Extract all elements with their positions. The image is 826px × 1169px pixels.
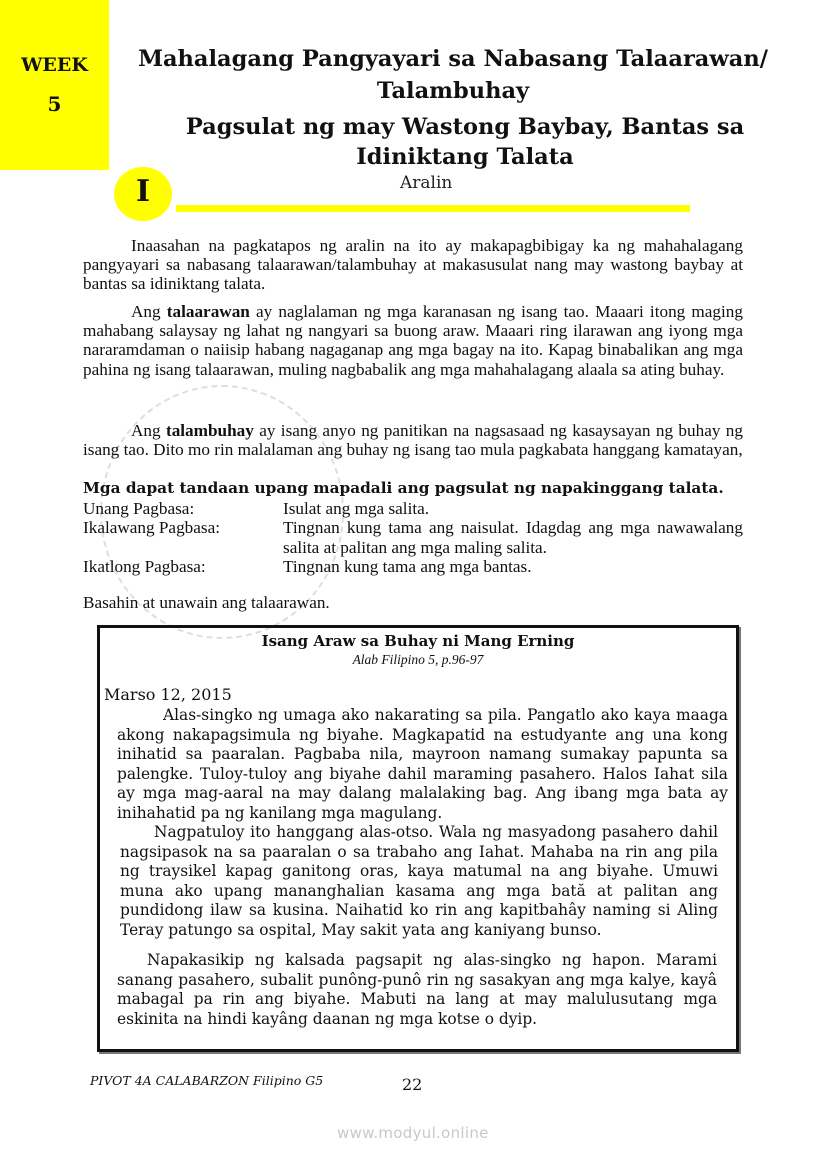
step-text: Tingnan kung tama ang naisulat. Idagdag ang mga nawawalang salita at palitan ang mga maling salita. [283,518,743,557]
step-label: Unang Pagbasa: [83,499,195,518]
term-talaarawan: talaarawan [166,302,250,321]
section-label: Aralin [400,173,453,193]
story-paragraph: Nagpatuloy ito hanggang alas-otso. Wala ng masyadong pasahero dahil nagsipasok na sa paaralan o sa trabaho ang Iahat. Mahaba na rin ang pila ng traysikel kapag ganitong oras, kaya matumal na ang biyahe. Umuwi muna ako upang mananghalian kasama ang mga bată at palitan ang pundidong ilaw sa kusina. Naihatid ko rin ang kapitbahây naming si Aling Teray patungo sa ospital, May sakit yata ang kaniyang bunso. [120,823,718,939]
page-number: 22 [402,1075,423,1094]
story-title: Isang Araw sa Buhay ni Mang Erning [261,632,575,650]
reading-steps-list [83,499,743,576]
term-talambuhay: talambuhay [165,421,254,440]
watermark-url: www.modyul.online [337,1124,489,1142]
section-letter: I [135,174,151,209]
lesson-subtitle-line2: Idiniktang Talata [356,144,574,170]
story-source: Alab Filipino 5, p.96-97 [352,652,484,667]
lesson-title-line1: Mahalagang Pangyayari sa Nabasang Talaarawan/ [138,46,768,72]
step-text: Isulat ang mga salita. [283,499,430,518]
step-label: Ikatlong Pagbasa: [83,556,206,576]
reading-step [83,557,743,576]
tips-heading: Mga dapat tandaan upang mapadali ang pagsulat ng napakinggang talata. [83,479,724,497]
week-number: 5 [47,92,62,116]
reading-instruction: Basahin at unawain ang talaarawan. [83,593,330,612]
week-label: WEEK [21,54,88,76]
diary-date: Marso 12, 2015 [104,685,232,704]
talambuhay-definition: Ang talambuhay ay isang anyo ng panitikan na nagsasaad ng kasaysayan ng buhay ng isang tao. Dito mo rin malalaman ang buhay ng isang tao mula pagkabata hanggang kamatayan, [83,421,743,460]
story-paragraph: Alas-singko ng umaga ako nakarating sa pila. Pangatlo ako kaya maaga akong nakapagsimula ng biyahe. Magkapatid na estudyante ang una kong inihatid sa paaralan. Pagbaba nila, mayroon namang sumakay papunta sa palengke. Tuloy-tuloy ang biyahe dahil maraming pasahero. Halos Iahat sila ay mga mag-aaral na may dalang malalaking bag. Ang ibang mga bata ay inihahatid pa ng kanilang mga magulang. [117,706,728,822]
intro-text: Inaasahan na pagkatapos ng aralin na ito ay makapagbibigay ka ng mahahalagang pangyayari sa nabasang talaarawan/talambuhay at makasusulat nang may wastong baybay at bantas sa idiniktang talata. [83,236,743,294]
intro-paragraph [83,236,743,294]
step-text: Tingnan kung tama ang mga bantas. [283,556,532,576]
talaarawan-definition: Ang talaarawan ay naglalaman ng mga karanasan ng isang tao. Maaari itong maging mahabang salaysay ng lahat ng nangyari sa buong araw. Maaari ring ilarawan ang iyong mga nararamdaman o naiisip habang nagaganap ang mga bagay na ito. Kapag binabalikan ang mga pahina ng isang talaarawan, muling nagbabalik ang mga mahahalagang alaala sa ating buhay. [83,302,743,379]
reading-step [83,499,743,518]
lesson-title-line1b: Talambuhay [376,78,530,104]
step-label: Ikalawang Pagbasa: [83,518,220,538]
footer-publication: PIVOT 4A CALABARZON Filipino G5 [90,1073,324,1088]
lesson-title [118,43,788,107]
lesson-subtitle-line1: Pagsulat ng may Wastong Baybay, Bantas sa [185,114,745,140]
section-divider [176,205,690,212]
reading-step [83,518,743,557]
story-paragraph: Napakasikip ng kalsada pagsapit ng alas-singko ng hapon. Marami sanang pasahero, subalit punông-punô rin ng sasakyan ang mga kalye, kayâ mabagal pa rin ang biyahe. Mabuti na lang at may malulusutang mga eskinita na hindi kayâng daanan ng mga kotse o dyip. [117,951,717,1028]
week-badge [0,0,109,170]
lesson-subtitle [130,112,800,172]
